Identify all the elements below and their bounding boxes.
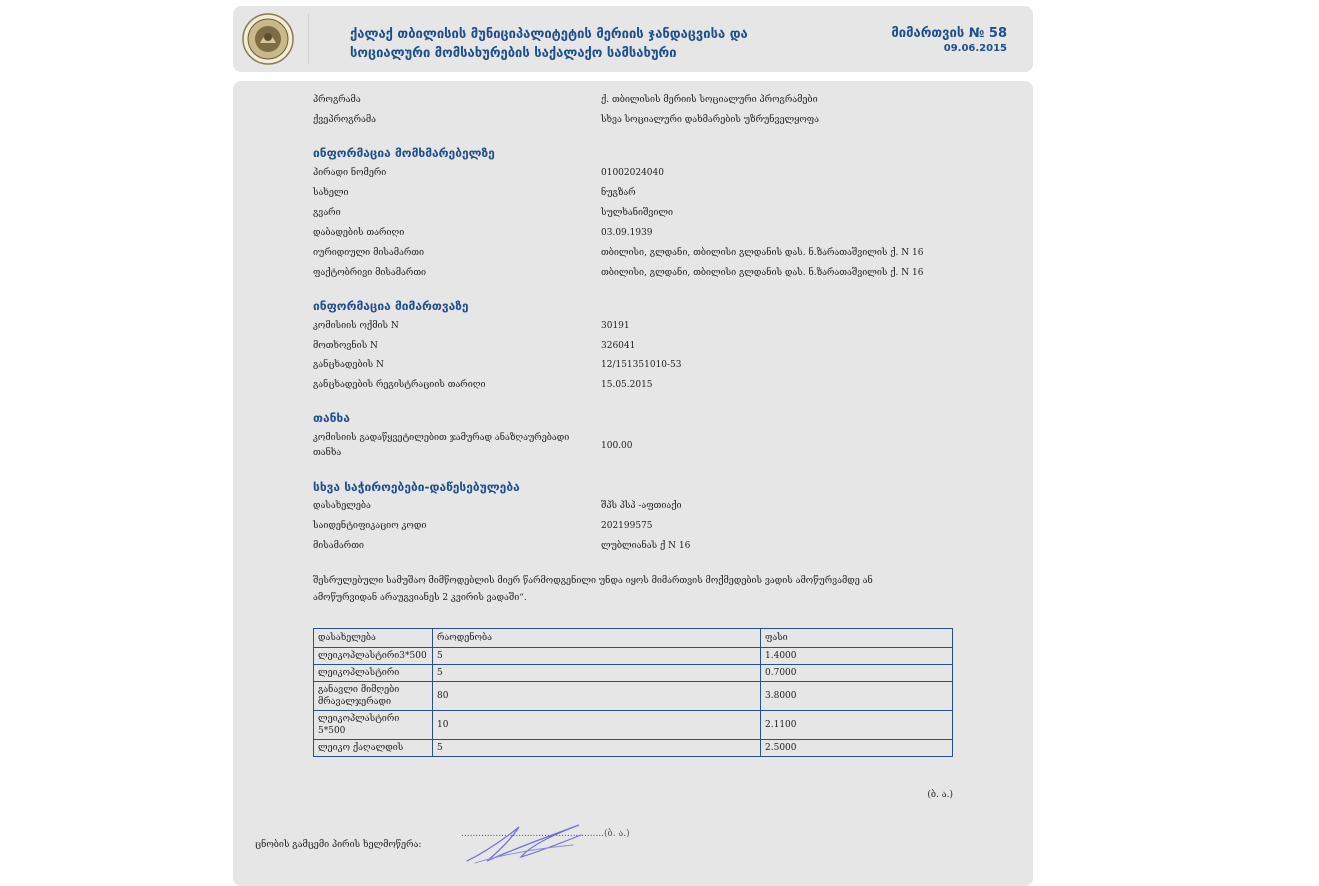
field-value: 15.05.2015 <box>601 380 653 390</box>
field-label: ქვეპროგრამა <box>313 115 377 125</box>
items-table <box>313 628 953 757</box>
table-row <box>314 665 953 682</box>
table-cell: ლეიკო ქაღალდის <box>314 740 433 757</box>
field-label: კომისიის გადაწყვეტილებით ჯამურად ანაზღაურებადი თანხა <box>313 433 570 458</box>
document-header <box>233 6 1033 72</box>
stamp-mark: (ბ. ა.) <box>927 790 953 800</box>
table-cell: 2.5000 <box>761 740 953 757</box>
field-label: ფაქტობრივი მისამართი <box>313 268 427 278</box>
header-divider <box>308 14 309 64</box>
info-row <box>313 319 953 333</box>
info-row <box>313 246 953 260</box>
field-label: განცხადების რეგისტრაციის თარიღი <box>313 380 486 390</box>
field-value: სულხანიშვილი <box>601 208 674 218</box>
order-info <box>891 26 1007 55</box>
info-row <box>313 206 953 220</box>
field-value: თბილისი, გლდანი, თბილისი გლდანის დას. ნ.ზარათაშვილის ქ. N 16 <box>601 268 924 278</box>
field-label: გვარი <box>313 208 341 218</box>
info-row <box>313 113 953 127</box>
field-label: მისამართი <box>313 541 364 551</box>
info-row <box>313 499 953 513</box>
table-cell: 2.1100 <box>761 711 953 740</box>
section-title-amount: თანხა <box>313 411 350 425</box>
field-value: 100.00 <box>601 441 633 451</box>
info-row <box>313 431 953 461</box>
table-cell: ლეიკოპლასტირი 5*500 <box>314 711 433 740</box>
tbilisi-emblem-icon <box>242 13 294 65</box>
info-row <box>313 539 953 553</box>
info-row <box>313 226 953 240</box>
info-row <box>313 339 953 353</box>
info-row <box>313 378 953 392</box>
table-cell: 5 <box>433 740 761 757</box>
field-value: 30191 <box>601 321 630 331</box>
field-label: პირადი ნომერი <box>313 168 387 178</box>
info-row <box>313 186 953 200</box>
column-header: დასახელება <box>314 629 433 648</box>
organization-title-line-1: ქალაქ თბილისის მუნიციპალიტეტის მერიის ჯანდაცვისა და <box>350 27 748 42</box>
field-value: 03.09.1939 <box>601 228 653 238</box>
table-header-row <box>314 629 953 648</box>
field-value: სხვა სოციალური დახმარების უზრუნველყოფა <box>601 115 819 125</box>
document-body <box>233 81 1033 886</box>
column-header: რაოდენობა <box>433 629 761 648</box>
field-value: 326041 <box>601 341 636 351</box>
info-row <box>313 266 953 280</box>
table-cell: ლეიკოპლასტირი3*500 <box>314 648 433 665</box>
field-label: დასახელება <box>313 501 371 511</box>
table-row <box>314 740 953 757</box>
column-header: ფასი <box>761 629 953 648</box>
field-value: ნუგზარ <box>601 188 636 198</box>
field-label: იურიდიული მისამართი <box>313 248 425 258</box>
field-label: სახელი <box>313 188 349 198</box>
field-label: პროგრამა <box>313 95 361 105</box>
field-value: თბილისი, გლდანი, თბილისი გლდანის დას. ნ.ზარათაშვილის ქ. N 16 <box>601 248 924 258</box>
table-cell: 5 <box>433 648 761 665</box>
signature-label: ცნობის გამცემი პირის ხელმოწერა: <box>255 840 422 850</box>
field-label: მოთხოვნის N <box>313 341 378 351</box>
table-cell: 1.4000 <box>761 648 953 665</box>
info-row <box>313 166 953 180</box>
table-cell: ლეიკოპლასტირი <box>314 665 433 682</box>
organization-title-line-2: სოციალური მომსახურების საქალაქო სამსახური <box>350 46 677 61</box>
info-row <box>313 93 953 107</box>
field-value: ლუბლიანას ქ N 16 <box>601 541 691 551</box>
field-value: 202199575 <box>601 521 653 531</box>
field-value: 01002024040 <box>601 168 664 178</box>
field-value: ქ. თბილისის მერიის სოციალური პროგრამები <box>601 95 818 105</box>
field-value: შპს პსპ -აფთიაქი <box>601 501 682 511</box>
signature-line: ..................................................(ბ. ა.) <box>461 829 630 839</box>
table-row <box>314 648 953 665</box>
section-title-user: ინფორმაცია მომხმარებელზე <box>313 146 495 160</box>
table-cell: განავლი მიმღები მრავალჯერადი <box>314 682 433 711</box>
field-label: განცხადების N <box>313 360 384 370</box>
table-cell: 80 <box>433 682 761 711</box>
field-label: კომისიის ოქმის N <box>313 321 399 331</box>
table-cell: 3.8000 <box>761 682 953 711</box>
validity-note: შესრულებული სამუშაო მიმწოდებლის მიერ წარმოდგენილი უნდა იყოს მიმართვის მოქმედების ვადის ამოწურვამდე ან ამოწურვიდან არაუგვიანეს 2 კვირის ვადაში“. <box>313 576 873 603</box>
info-row <box>313 358 953 372</box>
table-row <box>314 682 953 711</box>
handwritten-signature <box>461 821 591 867</box>
field-value: 12/151351010-53 <box>601 360 682 370</box>
section-title-other: სხვა საჭიროებები-დაწესებულება <box>313 480 520 494</box>
info-row <box>313 519 953 533</box>
table-cell: 0.7000 <box>761 665 953 682</box>
order-number: მიმართვის № 58 <box>891 26 1007 41</box>
order-date: 09.06.2015 <box>943 43 1007 54</box>
table-row <box>314 711 953 740</box>
table-cell: 5 <box>433 665 761 682</box>
section-title-referral: ინფორმაცია მიმართვაზე <box>313 299 469 313</box>
field-label: საიდენტიფიკაციო კოდი <box>313 521 427 531</box>
field-label: დაბადების თარიღი <box>313 228 405 238</box>
table-cell: 10 <box>433 711 761 740</box>
organization-title <box>350 25 870 63</box>
